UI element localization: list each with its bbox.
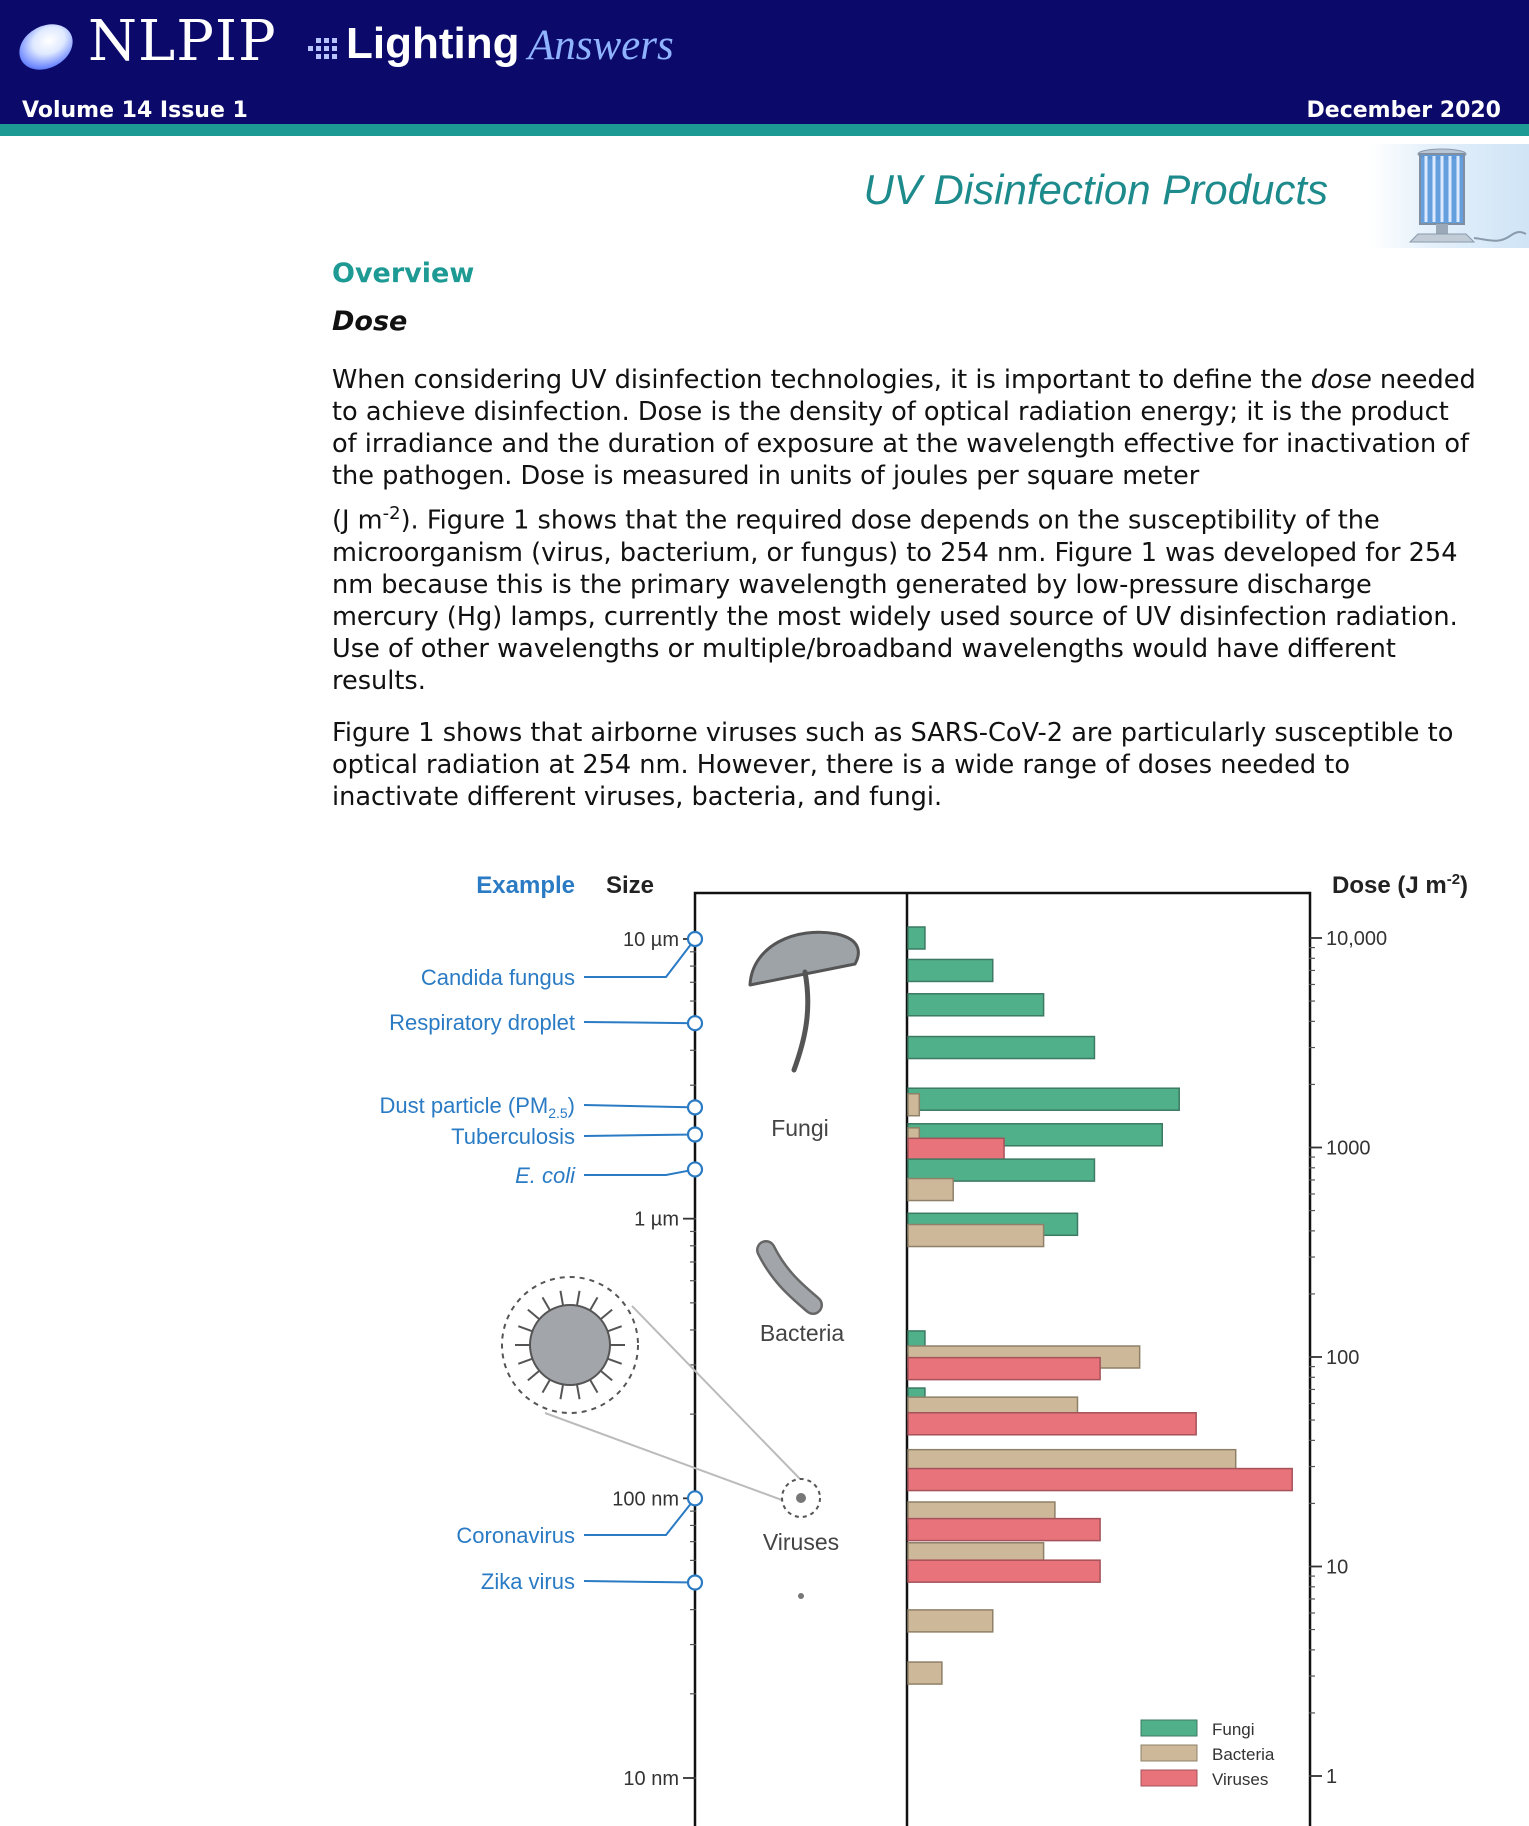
dose-bar-bacteria [908, 1094, 919, 1116]
paragraph-line: Figure 1 shows that airborne viruses such as SARS-CoV-2 are particularly susceptible to [332, 718, 1454, 748]
dose-bar-viruses [908, 1358, 1100, 1380]
example-label: Tuberculosis [451, 1124, 575, 1149]
header-accent-bar [0, 124, 1529, 136]
masthead [0, 0, 1529, 124]
size-tick-label: 10 nm [623, 1768, 679, 1790]
example-marker-icon [688, 1100, 702, 1114]
dots-grid-icon [308, 34, 338, 64]
example-label: Zika virus [480, 1569, 575, 1594]
paragraph-line: the pathogen. Dose is measured in units of joules per square meter [332, 461, 1200, 491]
paragraph-line: results. [332, 665, 426, 696]
example-leader-line [584, 1022, 695, 1023]
example-leader-line [584, 1105, 695, 1107]
paragraph-line: optical radiation at 254 nm. However, there is a wide range of doses needed to [332, 750, 1351, 780]
dose-axis-header: Dose (J $m^{-2}$) [1332, 871, 1469, 899]
overview-heading: Overview [332, 258, 475, 289]
paragraph-line: (J $m^{-2}$). Figure 1 shows that the required dose depends on the susceptibility of the [332, 503, 1380, 536]
example-label: Respiratory droplet [389, 1010, 575, 1035]
susceptibility-paragraph [332, 717, 1502, 813]
bacteria-label: Bacteria [759, 1320, 845, 1346]
dose-axis [1309, 928, 1387, 1788]
dose-tick-label: 10,000 [1326, 928, 1388, 950]
size-tick-label: 10 µm [623, 929, 679, 951]
example-marker-icon [688, 1127, 702, 1141]
dose-tick-label: 100 [1326, 1347, 1360, 1369]
dose-bar-bacteria [908, 1225, 1044, 1247]
issue-date: December 2020 [1306, 98, 1501, 123]
paragraph-line: microorganism (virus, bacterium, or fungus) to 254 nm. Figure 1 was developed for 254 [332, 537, 1458, 568]
dose-bar-fungi [908, 994, 1044, 1016]
paragraph-line: of irradiance and the duration of exposure at the wavelength effective for inactivation of [332, 429, 1470, 459]
dose-bar-viruses [908, 1519, 1100, 1541]
viruses-label: Viruses [762, 1529, 840, 1555]
nlpip-logo-text: NLPIP [88, 9, 277, 74]
paragraph-line: inactivate different viruses, bacteria, and fungi. [332, 782, 943, 812]
dose-tick-label: 1000 [1326, 1137, 1371, 1160]
example-marker-icon [688, 1491, 702, 1505]
dose-bar-viruses [908, 1469, 1292, 1491]
legend-label-bacteria: Bacteria [1212, 1745, 1275, 1764]
example-label: Coronavirus [456, 1523, 575, 1548]
legend-label-fungi: Fungi [1212, 1720, 1255, 1739]
example-label: Candida fungus [420, 965, 575, 990]
example-column-header: Example [476, 872, 575, 899]
dose-bar-fungi [908, 1088, 1179, 1110]
size-tick-label: 1 µm [634, 1208, 679, 1231]
dose-bar-bacteria [908, 1610, 993, 1632]
example-label: E. coli [515, 1163, 575, 1188]
dose-bar-fungi [908, 927, 925, 949]
example-marker-icon [688, 932, 702, 946]
example-leader-line [584, 1581, 695, 1583]
volume-issue: Volume 14 Issue 1 [22, 98, 248, 123]
dose-bar-bacteria [908, 1662, 942, 1684]
small-virus-dot-icon [798, 1593, 804, 1599]
paragraph-line: mercury (Hg) lamps, currently the most widely used source of UV disinfection radiation. [332, 601, 1458, 632]
legend-swatch-bacteria [1141, 1745, 1197, 1761]
uv-lamp-tower-image [1370, 144, 1529, 248]
chart-legend [1141, 1720, 1275, 1789]
mushroom-stem-icon [794, 972, 808, 1070]
dose-bar-fungi [908, 959, 993, 981]
virus-zoom-illustration [502, 1277, 820, 1517]
example-leader-line [584, 1169, 695, 1175]
size-tick-label: 100 nm [612, 1488, 679, 1511]
paragraph-line: When considering UV disinfection technologies, it is important to define the dose needed [332, 365, 1476, 395]
dose-bars [908, 927, 1292, 1684]
answers-word: Answers [528, 22, 674, 69]
legend-swatch-fungi [1141, 1720, 1197, 1736]
example-marker-icon [688, 1162, 702, 1176]
figure-1-dose-chart [350, 860, 1490, 1826]
dose-bar-bacteria [908, 1179, 953, 1201]
legend-swatch-viruses [1141, 1770, 1197, 1786]
dose-bar-viruses [908, 1413, 1196, 1435]
dose-tick-label: 1 [1326, 1766, 1338, 1788]
dose-subheading: Dose [332, 306, 408, 337]
fungi-label: Fungi [771, 1115, 829, 1141]
example-label: Dust particle $(PM_{2.5})$ [379, 1093, 575, 1121]
paragraph-line: Use of other wavelengths or multiple/broadband wavelengths would have different [332, 633, 1396, 664]
paragraph-line: nm because this is the primary wavelength generated by low-pressure discharge [332, 569, 1372, 600]
example-marker-icon [688, 1016, 702, 1030]
legend-label-viruses: Viruses [1212, 1770, 1269, 1789]
dose-bar-viruses [908, 1560, 1100, 1582]
paragraph-line: to achieve disinfection. Dose is the density of optical radiation energy; it is the product [332, 397, 1449, 427]
dose-emphasis: dose [1310, 365, 1372, 395]
topic-title: UV Disinfection Products [863, 166, 1328, 213]
dose-bar-fungi [908, 1037, 1094, 1059]
dose-paragraph [332, 364, 1502, 697]
example-leader-line [584, 1134, 695, 1136]
lighting-word: Lighting [346, 19, 520, 68]
size-column-header: Size [605, 872, 655, 899]
dose-tick-label: 10 [1326, 1556, 1349, 1579]
dose-bar-viruses [908, 1138, 1004, 1160]
nlpip-logo-orb-icon [11, 15, 80, 78]
example-marker-icon [688, 1576, 702, 1590]
